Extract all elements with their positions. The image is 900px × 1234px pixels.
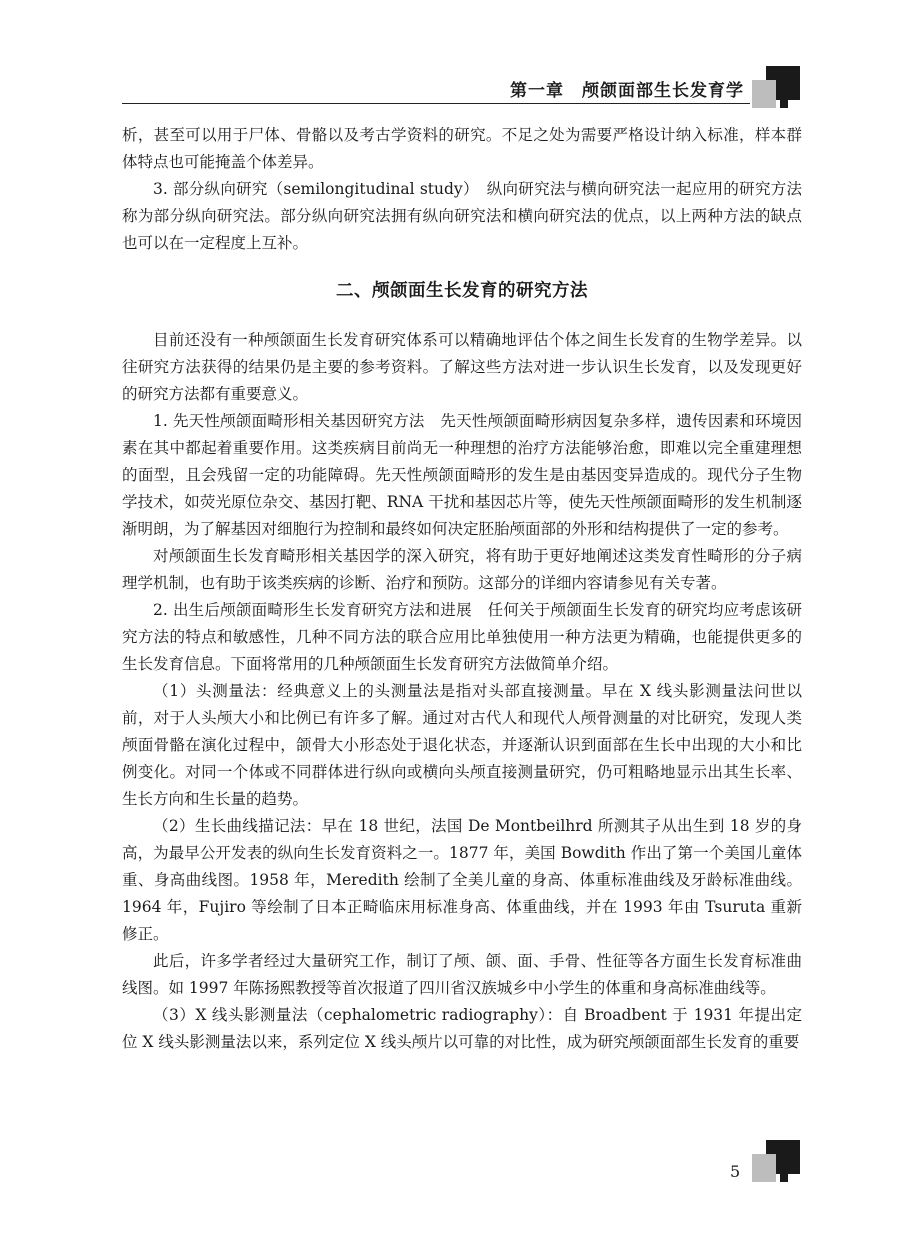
paragraph-gene-research: 对颅颌面生长发育畸形相关基因学的深入研究，将有助于更好地阐述这类发育性畸形的分子病理学机制，也有助于该类疾病的诊断、治疗和预防。这部分的详细内容请参见有关专著。 (122, 547, 802, 592)
paragraph-cephalometric: （3）X 线头影测量法（cephalometric radiography）：自 Broadbent 于 1931 年提出定位 X 线头影测量法以来，系列定位 X 线头颅片以可靠的对比性，成为研究颅颌面部生长发育的重要 (122, 1006, 802, 1051)
corner-decoration-top (752, 66, 800, 114)
section-heading: 二、颅颌面生长发育的研究方法 (336, 281, 588, 301)
paragraph-semilongitudinal: 3. 部分纵向研究（semilongitudinal study） 纵向研究法与横向研究法一起应用的研究方法称为部分纵向研究法。部分纵向研究法拥有纵向研究法和横向研究法的优点，以上两种方法的缺点也可以在一定程度上互补。 (122, 180, 802, 252)
paragraph-congenital-genes: 1. 先天性颅颌面畸形相关基因研究方法 先天性颅颌面畸形病因复杂多样，遗传因素和环境因素在其中都起着重要作用。这类疾病目前尚无一种理想的治疗方法能够治愈，即难以完全重建理想的面型，且会残留一定的功能障碍。先天性颅颌面畸形的发生是由基因变异造成的。现代分子生物学技术，如荧光原位杂交、基因打靶、RNA 干扰和基因芯片等，使先天性颅颌面畸形的发生机制逐渐明朗，为了解基因对细胞行为控制和最终如何决定胚胎颅面部的外形和结构提供了一定的参考。 (122, 412, 802, 538)
paragraph-intro: 目前还没有一种颅颌面生长发育研究体系可以精确地评估个体之间生长发育的生物学差异。以往研究方法获得的结果仍是主要的参考资料。了解这些方法对进一步认识生长发育，以及发现更好的研究方法都有重要意义。 (122, 331, 802, 403)
paragraph-continuation: 析，甚至可以用于尸体、骨骼以及考古学资料的研究。不足之处为需要严格设计纳入标准，样本群体特点也可能掩盖个体差异。 (122, 126, 802, 171)
chapter-header-title: 第一章 颅颌面部生长发育学 (510, 81, 744, 101)
paragraph-postnatal: 2. 出生后颅颌面畸形生长发育研究方法和进展 任何关于颅颌面生长发育的研究均应考虑该研究方法的特点和敏感性，几种不同方法的联合应用比单独使用一种方法更为精确，也能提供更多的生长发育信息。下面将常用的几种颅颌面生长发育研究方法做简单介绍。 (122, 601, 802, 673)
paragraph-standard-curves: 此后，许多学者经过大量研究工作，制订了颅、颌、面、手骨、性征等各方面生长发育标准曲线图。如 1997 年陈扬熙教授等首次报道了四川省汉族城乡中小学生的体重和身高标准曲线等。 (122, 952, 802, 997)
corner-decoration-bottom (752, 1140, 800, 1188)
body-text (122, 122, 802, 1056)
page-number: 5 (730, 1162, 741, 1181)
paragraph-head-measurement: （1）头测量法：经典意义上的头测量法是指对头部直接测量。早在 X 线头影测量法问世以前，对于人头颅大小和比例已有许多了解。通过对古代人和现代人颅骨测量的对比研究，发现人类颅面骨骼在演化过程中，颌骨大小形态处于退化状态，并逐渐认识到面部在生长中出现的大小和比例变化。对同一个体或不同群体进行纵向或横向头颅直接测量研究，仍可粗略地显示出其生长率、生长方向和生长量的趋势。 (122, 682, 802, 808)
header-rule (122, 103, 750, 104)
paragraph-growth-curve: （2）生长曲线描记法：早在 18 世纪，法国 De Montbeilhrd 所测其子从出生到 18 岁的身高，为最早公开发表的纵向生长发育资料之一。1877 年，美国 Bowdith 作出了第一个美国儿童体重、身高曲线图。1958 年，Meredith 绘制了全美儿童的身高、体重标准曲线及牙龄标准曲线。1964 年，Fujiro 等绘制了日本正畸临床用标准身高、体重曲线，并在 1993 年由 Tsuruta 重新修正。 (122, 817, 802, 943)
